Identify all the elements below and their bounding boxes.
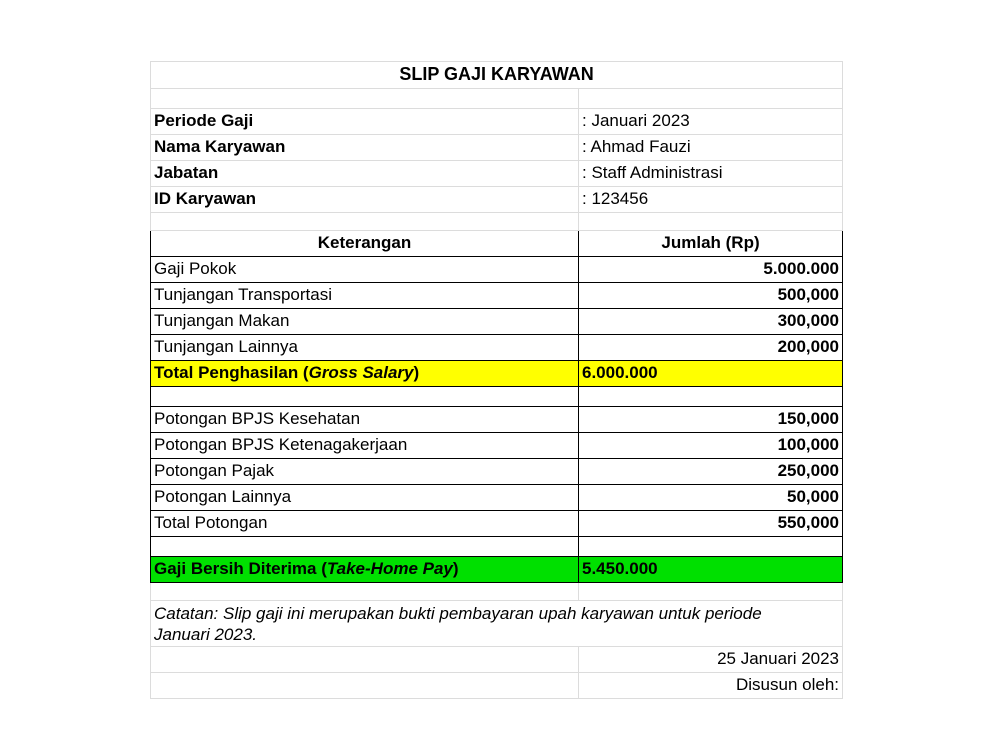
info-label-periode: Periode Gaji [151, 109, 579, 135]
income-desc: Tunjangan Makan [151, 309, 579, 335]
deduction-amount: 250,000 [579, 459, 843, 485]
info-row [151, 187, 843, 213]
net-salary-amount: 5.450.000 [579, 557, 843, 583]
table-header-row [151, 231, 843, 257]
deduction-row [151, 485, 843, 511]
income-row [151, 283, 843, 309]
deduction-row [151, 459, 843, 485]
title-row [151, 62, 843, 89]
deduction-amount: 100,000 [579, 433, 843, 459]
note-row [151, 601, 843, 647]
slip-title: SLIP GAJI KARYAWAN [151, 62, 843, 89]
spacer-row [151, 537, 843, 557]
info-value-nama: : Ahmad Fauzi [579, 135, 843, 161]
income-amount: 500,000 [579, 283, 843, 309]
slip-date: 25 Januari 2023 [579, 647, 843, 673]
income-amount: 200,000 [579, 335, 843, 361]
prepared-by-row [151, 673, 843, 699]
income-desc: Tunjangan Lainnya [151, 335, 579, 361]
prepared-by-label: Disusun oleh: [579, 673, 843, 699]
income-row [151, 257, 843, 283]
deduction-amount: 50,000 [579, 485, 843, 511]
deduction-desc: Potongan Lainnya [151, 485, 579, 511]
info-label-jabatan: Jabatan [151, 161, 579, 187]
spacer-row [151, 213, 843, 231]
deduction-desc: Potongan BPJS Ketenagakerjaan [151, 433, 579, 459]
note-text: Catatan: Slip gaji ini merupakan bukti pembayaran upah karyawan untuk periode Januari 2023. [151, 601, 843, 647]
spacer-row [151, 387, 843, 407]
income-amount: 5.000.000 [579, 257, 843, 283]
income-row [151, 309, 843, 335]
deduction-amount: 150,000 [579, 407, 843, 433]
deduction-row [151, 433, 843, 459]
header-jumlah: Jumlah (Rp) [579, 231, 843, 257]
net-salary-label: Gaji Bersih Diterima (Take-Home Pay) [151, 557, 579, 583]
gross-salary-row [151, 361, 843, 387]
deduction-row [151, 407, 843, 433]
header-keterangan: Keterangan [151, 231, 579, 257]
salary-slip [150, 61, 842, 699]
deduction-desc: Total Potongan [151, 511, 579, 537]
info-value-id: : 123456 [579, 187, 843, 213]
info-value-jabatan: : Staff Administrasi [579, 161, 843, 187]
deduction-amount: 550,000 [579, 511, 843, 537]
deduction-desc: Potongan BPJS Kesehatan [151, 407, 579, 433]
info-row [151, 109, 843, 135]
info-value-periode: : Januari 2023 [579, 109, 843, 135]
spacer-row [151, 89, 843, 109]
info-label-nama: Nama Karyawan [151, 135, 579, 161]
deduction-desc: Potongan Pajak [151, 459, 579, 485]
date-row [151, 647, 843, 673]
income-row [151, 335, 843, 361]
info-label-id: ID Karyawan [151, 187, 579, 213]
spacer-row [151, 583, 843, 601]
gross-salary-amount: 6.000.000 [579, 361, 843, 387]
salary-slip-table [150, 61, 843, 699]
net-salary-row [151, 557, 843, 583]
income-amount: 300,000 [579, 309, 843, 335]
total-deduction-row [151, 511, 843, 537]
gross-salary-label: Total Penghasilan (Gross Salary) [151, 361, 579, 387]
info-row [151, 135, 843, 161]
income-desc: Gaji Pokok [151, 257, 579, 283]
info-row [151, 161, 843, 187]
income-desc: Tunjangan Transportasi [151, 283, 579, 309]
